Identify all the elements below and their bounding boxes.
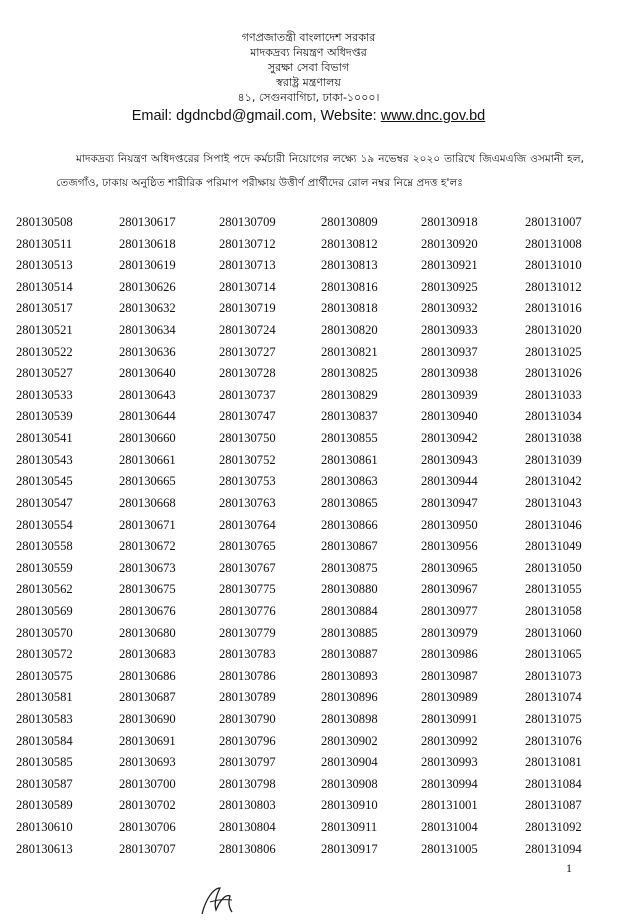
roll-number: 280130753 [219, 474, 276, 489]
roll-number: 280130575 [16, 668, 73, 683]
roll-number: 280130712 [219, 236, 276, 251]
roll-number: 280130942 [421, 431, 478, 446]
roll-number: 280130724 [219, 323, 276, 338]
roll-number: 280130671 [119, 517, 176, 532]
roll-number: 280131092 [525, 820, 582, 835]
email-address: dgdncbd@gmail.com [176, 108, 313, 124]
roll-number: 280130992 [421, 733, 478, 748]
roll-number: 280131008 [525, 236, 582, 251]
roll-number: 280130932 [421, 301, 478, 316]
roll-number: 280131025 [525, 344, 582, 359]
roll-number: 280130776 [219, 603, 276, 618]
roll-number: 280130693 [119, 755, 176, 770]
roll-number: 280130989 [421, 690, 478, 705]
roll-number: 280130719 [219, 301, 276, 316]
roll-number: 280130967 [421, 582, 478, 597]
roll-number: 280131075 [525, 712, 582, 727]
roll-number: 280131043 [525, 495, 582, 510]
roll-number: 280130613 [16, 841, 73, 856]
roll-number: 280130825 [321, 366, 378, 381]
govt-name: গণপ্রজাতন্ত্রী বাংলাদেশ সরকার [241, 31, 376, 44]
roll-number: 280130634 [119, 323, 176, 338]
roll-number: 280130687 [119, 690, 176, 705]
roll-number: 280130797 [219, 755, 276, 770]
roll-number: 280130765 [219, 539, 276, 554]
roll-number: 280130513 [16, 258, 73, 273]
roll-number: 280131033 [525, 387, 582, 402]
roll-number: 280130707 [119, 841, 176, 856]
roll-number: 280130668 [119, 495, 176, 510]
roll-number: 280130675 [119, 582, 176, 597]
roll-number: 280130956 [421, 539, 478, 554]
roll-number: 280130933 [421, 323, 478, 338]
roll-number: 280130661 [119, 452, 176, 467]
roll-number: 280130665 [119, 474, 176, 489]
roll-number: 280130867 [321, 539, 378, 554]
roll-number: 280131012 [525, 279, 582, 294]
roll-number: 280131020 [525, 323, 582, 338]
roll-number: 280130533 [16, 387, 73, 402]
roll-number: 280130683 [119, 647, 176, 662]
roll-number: 280131049 [525, 539, 582, 554]
roll-number: 280130589 [16, 798, 73, 813]
roll-number: 280131010 [525, 258, 582, 273]
roll-number: 280130686 [119, 668, 176, 683]
roll-number: 280130950 [421, 517, 478, 532]
roll-number: 280130917 [321, 841, 378, 856]
roll-number: 280130991 [421, 712, 478, 727]
roll-number: 280130896 [321, 690, 378, 705]
roll-number: 280130994 [421, 776, 478, 791]
roll-number: 280130910 [321, 798, 378, 813]
roll-number: 280131074 [525, 690, 582, 705]
roll-number: 280130572 [16, 647, 73, 662]
roll-number: 280130940 [421, 409, 478, 424]
roll-number: 280130511 [16, 236, 73, 251]
roll-number: 280131055 [525, 582, 582, 597]
roll-number: 280130898 [321, 712, 378, 727]
roll-number: 280130690 [119, 712, 176, 727]
roll-number: 280130880 [321, 582, 378, 597]
roll-number: 280130559 [16, 560, 73, 575]
roll-number: 280130887 [321, 647, 378, 662]
roll-number: 280130700 [119, 776, 176, 791]
roll-number: 280131076 [525, 733, 582, 748]
roll-number: 280130747 [219, 409, 276, 424]
roll-number: 280130527 [16, 366, 73, 381]
roll-number: 280130737 [219, 387, 276, 402]
roll-number: 280130673 [119, 560, 176, 575]
roll-number: 280130508 [16, 215, 73, 229]
roll-number: 280131094 [525, 841, 582, 856]
website-link[interactable]: www.dnc.gov.bd [380, 108, 486, 124]
roll-number: 280130709 [219, 215, 276, 229]
roll-number: 280130965 [421, 560, 478, 575]
roll-number: 280130875 [321, 560, 378, 575]
roll-number: 280130514 [16, 279, 73, 294]
roll-number: 280130775 [219, 582, 276, 597]
roll-number: 280130798 [219, 776, 276, 791]
roll-number: 280131084 [525, 776, 582, 791]
roll-number: 280130636 [119, 344, 176, 359]
roll-number: 280130837 [321, 409, 378, 424]
page-number: 1 [566, 861, 572, 875]
roll-number: 280130640 [119, 366, 176, 381]
roll-number: 280130644 [119, 409, 176, 424]
roll-number: 280130786 [219, 668, 276, 683]
roll-number: 280131038 [525, 431, 582, 446]
roll-number: 280130570 [16, 625, 73, 640]
roll-number: 280130702 [119, 798, 176, 813]
roll-number: 280130993 [421, 755, 478, 770]
roll-number: 280130569 [16, 603, 73, 618]
roll-number: 280130813 [321, 258, 378, 273]
roll-number: 280130921 [421, 258, 478, 273]
notice-paragraph [56, 147, 584, 195]
roll-number: 280130920 [421, 236, 478, 251]
roll-number: 280130779 [219, 625, 276, 640]
roll-number: 280130558 [16, 539, 73, 554]
roll-number: 280130547 [16, 495, 73, 510]
roll-number: 280130691 [119, 733, 176, 748]
roll-number: 280130977 [421, 603, 478, 618]
roll-number: 280130829 [321, 387, 378, 402]
roll-number: 280131087 [525, 798, 582, 813]
roll-number: 280131004 [421, 820, 478, 835]
website-label: , Website: [312, 108, 377, 124]
letterhead [0, 30, 617, 126]
roll-number: 280130938 [421, 366, 478, 381]
roll-number: 280130587 [16, 776, 73, 791]
roll-number: 280131026 [525, 366, 582, 381]
roll-number: 280130803 [219, 798, 276, 813]
address: ৪১, সেগুনবাগিচা, ঢাকা-১০০০। [237, 91, 380, 104]
roll-number: 280130885 [321, 625, 378, 640]
roll-number: 280130939 [421, 387, 478, 402]
roll-number: 280131050 [525, 560, 582, 575]
roll-number-grid [16, 212, 616, 860]
roll-number: 280130764 [219, 517, 276, 532]
roll-number: 280130796 [219, 733, 276, 748]
roll-number: 280130943 [421, 452, 478, 467]
roll-number: 280130986 [421, 647, 478, 662]
roll-number: 280130789 [219, 690, 276, 705]
roll-number: 280130539 [16, 409, 73, 424]
roll-number: 280130806 [219, 841, 276, 856]
roll-number: 280130863 [321, 474, 378, 489]
roll-number: 280130617 [119, 215, 176, 229]
roll-number: 280130545 [16, 474, 73, 489]
contact-line [0, 106, 617, 126]
signature [196, 876, 256, 920]
roll-number: 280130818 [321, 301, 378, 316]
roll-number: 280130947 [421, 495, 478, 510]
email-label: Email: [131, 108, 173, 124]
roll-number: 280130610 [16, 820, 73, 835]
roll-number: 280130562 [16, 582, 73, 597]
roll-number: 280130987 [421, 668, 478, 683]
roll-number: 280130585 [16, 755, 73, 770]
roll-number: 280130979 [421, 625, 478, 640]
roll-number: 280131073 [525, 668, 582, 683]
roll-number: 280130821 [321, 344, 378, 359]
roll-number: 280130713 [219, 258, 276, 273]
roll-number: 280130904 [321, 755, 378, 770]
roll-number: 280130619 [119, 258, 176, 273]
roll-number: 280131016 [525, 301, 582, 316]
roll-number: 280130783 [219, 647, 276, 662]
roll-number: 280130517 [16, 301, 73, 316]
roll-number: 280130908 [321, 776, 378, 791]
roll-number: 280130866 [321, 517, 378, 532]
roll-number: 280130750 [219, 431, 276, 446]
roll-number: 280130918 [421, 215, 478, 229]
roll-number: 280130767 [219, 560, 276, 575]
roll-number: 280130521 [16, 323, 73, 338]
roll-number: 280131007 [525, 215, 582, 229]
roll-number: 280131046 [525, 517, 582, 532]
roll-number: 280130676 [119, 603, 176, 618]
roll-number: 280130680 [119, 625, 176, 640]
roll-number: 280130643 [119, 387, 176, 402]
roll-number: 280131039 [525, 452, 582, 467]
roll-number: 280130861 [321, 452, 378, 467]
roll-number: 280130541 [16, 431, 73, 446]
roll-number: 280130804 [219, 820, 276, 835]
division-name: সুরক্ষা সেবা বিভাগ [267, 61, 350, 74]
roll-number: 280130727 [219, 344, 276, 359]
roll-number: 280130706 [119, 820, 176, 835]
roll-number: 280131060 [525, 625, 582, 640]
roll-number: 280131058 [525, 603, 582, 618]
roll-number: 280130618 [119, 236, 176, 251]
roll-number: 280131001 [421, 798, 478, 813]
roll-number: 280130902 [321, 733, 378, 748]
roll-number: 280130543 [16, 452, 73, 467]
roll-number: 280130632 [119, 301, 176, 316]
roll-number: 280130925 [421, 279, 478, 294]
roll-number: 280130944 [421, 474, 478, 489]
roll-number: 280130809 [321, 215, 378, 229]
roll-number: 280130728 [219, 366, 276, 381]
roll-number: 280130660 [119, 431, 176, 446]
roll-number: 280130812 [321, 236, 378, 251]
roll-number: 280130554 [16, 517, 73, 532]
roll-number: 280131042 [525, 474, 582, 489]
roll-number: 280130522 [16, 344, 73, 359]
roll-number: 280130911 [321, 820, 378, 835]
roll-number: 280130763 [219, 495, 276, 510]
roll-number: 280130816 [321, 279, 378, 294]
roll-number: 280131065 [525, 647, 582, 662]
roll-number: 280130865 [321, 495, 378, 510]
roll-number: 280130714 [219, 279, 276, 294]
roll-number: 280130893 [321, 668, 378, 683]
roll-number: 280130583 [16, 712, 73, 727]
roll-number: 280130672 [119, 539, 176, 554]
roll-number: 280130884 [321, 603, 378, 618]
roll-number: 280130855 [321, 431, 378, 446]
roll-number: 280130584 [16, 733, 73, 748]
roll-number: 280131034 [525, 409, 582, 424]
roll-number: 280131005 [421, 841, 478, 856]
roll-number: 280130626 [119, 279, 176, 294]
department-name: মাদকদ্রব্য নিয়ন্ত্রণ অধিদপ্তর [250, 46, 367, 59]
roll-number: 280130790 [219, 712, 276, 727]
ministry-name: স্বরাষ্ট্র মন্ত্রণালয় [276, 76, 341, 89]
roll-number: 280131081 [525, 755, 582, 770]
roll-number: 280130820 [321, 323, 378, 338]
roll-number: 280130752 [219, 452, 276, 467]
roll-number: 280130581 [16, 690, 73, 705]
notice-text: মাদকদ্রব্য নিয়ন্ত্রণ অধিদপ্তরের সিপাই পদে কর্মচারী নিয়োগের লক্ষ্যে ১৯ নভেম্বর ২০২০ তারিখে জিএমএজি ওসমানী হল, তেজগাঁও, ঢাকায় অনুষ্ঠিত শারীরিক পরিমাপ পরীক্ষায় উত্তীর্ণ প্রার্থীদের রোল নম্বর নিম্নে প্রদত্ত হ'লঃ [56, 153, 584, 189]
roll-number: 280130937 [421, 344, 478, 359]
